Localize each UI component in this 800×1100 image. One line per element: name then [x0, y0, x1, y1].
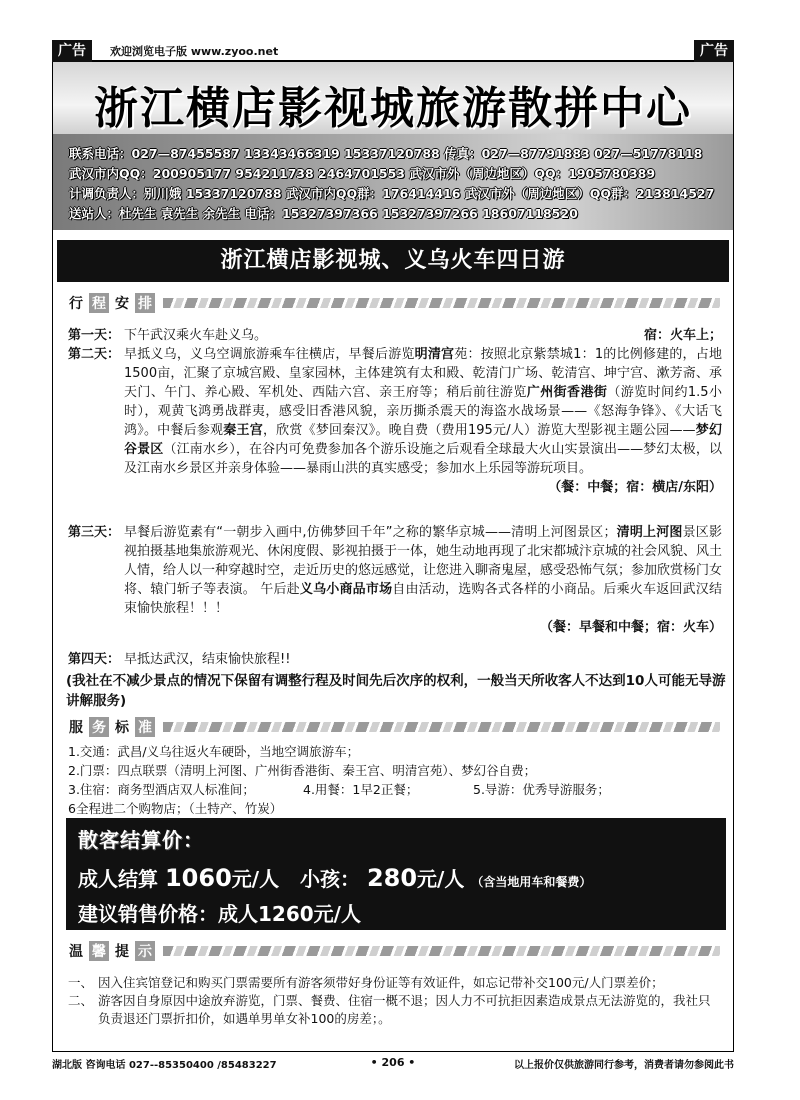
tip-text: 游客因自身原因中途放弃游览，门票、餐费、住宿一概不退；因人力不可抗拒因素造成景点无法游览的，我社只负责退还门票折扣价，如遇单男单女补100的房差；。 — [98, 993, 711, 1026]
child-price-note: （含当地用车和餐费） — [471, 875, 592, 889]
decorative-band — [163, 946, 720, 956]
highlight-place: 秦王宫 — [223, 423, 263, 438]
banner-title: 浙江横店影视城旅游散拼中心 — [94, 83, 692, 134]
day-label: 第四天： — [68, 652, 121, 667]
day-meal: （餐：早餐和中餐；宿：火车） — [539, 620, 722, 635]
day-text: （江南水乡），在谷内可免费参加各个游乐设施之后观看全球最大火山实景演出——梦幻太极，以及江南水乡景区并亲身体验——暴雨山洪的真实感受；参加水上乐园等游玩项目。 — [124, 442, 722, 476]
service-item: 1.交通：武昌/义乌往返火车硬卧，当地空调旅游车； — [68, 744, 360, 759]
footer — [52, 1056, 734, 1072]
tip-number: 二、 — [68, 993, 94, 1008]
heading-char: 提 — [115, 944, 129, 960]
contact-line: 武汉市内QQ：200905177 954211738 2464701553 武汉市外（周边地区）QQ：1905780389 — [69, 166, 656, 181]
day-text: 自由活动，选购各式各样的小商品。后乘火车返回武汉结束愉快旅程！！！ — [124, 582, 722, 616]
suggest-price-label: 建议销售价格：成人 — [78, 902, 258, 926]
service-item: 2.门票：四点联票（清明上河图、广州街香港街、秦王宫、明清宫苑）、梦幻谷自费； — [68, 763, 537, 778]
service-item-row — [68, 780, 722, 799]
adult-price-value: 1060 — [164, 864, 232, 892]
heading-char: 温 — [69, 944, 83, 960]
banner — [52, 62, 734, 134]
day-text: 早抵达武汉，结束愉快旅程!! — [124, 652, 291, 667]
day-label: 第二天： — [68, 347, 121, 362]
price-label: 散客结算价： — [78, 828, 204, 852]
decorative-band — [163, 722, 720, 732]
footer-disclaimer: 以上报价仅供旅游同行参考，消费者请勿参阅此书 — [514, 1060, 734, 1071]
site-url-text: 欢迎浏览电子版 www.zyoo.net — [110, 45, 279, 58]
heading-char: 安 — [115, 296, 129, 312]
suggest-price-unit: 元/人 — [313, 902, 361, 926]
service-heading — [66, 716, 720, 738]
child-price-label: 小孩： — [299, 867, 360, 891]
heading-char: 行 — [69, 296, 83, 312]
itinerary-heading — [66, 292, 720, 314]
day-meal: （餐：中餐；宿：横店/东阳） — [548, 480, 722, 495]
service-list — [68, 742, 722, 818]
adult-price-label: 成人结算 — [78, 867, 158, 891]
service-item: 5.导游：优秀导游服务； — [473, 782, 610, 797]
highlight-place: 广州街香港街 — [526, 385, 608, 400]
highlight-place: 清明上河图 — [616, 525, 683, 540]
tip-item — [68, 974, 722, 992]
service-item: 6全程进二个购物店；（土特产、竹炭） — [68, 801, 283, 816]
child-price-value: 280 — [366, 864, 418, 892]
day-text: 早餐后游览素有“一朝步入画中,仿佛梦回千年”之称的繁华京城——清明上河图景区； — [124, 525, 617, 540]
day-text: 苑：按照北京紫禁城1：1的比例修建的，占地1500亩，汇聚了京城宫殿、皇家园林，主体建筑有太和殿、乾清门广场、乾清宫、坤宁宫、漱芳斋、承天门、午门、养心殿、军机处、西陆六宫、亲王府等；稍后前往游览 — [124, 347, 722, 400]
child-price-unit: 元/人 — [417, 867, 465, 891]
contact-line: 联系电话：027—87455587 13343466319 15337120788 传真：027—87791883 027—51778118 — [69, 146, 703, 161]
day-text: 景区影视拍摄基地集旅游观光、休闲度假、影视拍摄于一体，她生动地再现了北宋都城汴京城的社会风貌、风土人情，给人以一种穿越时空，走近历史的悠远感觉，让您进入聊斋鬼屋，感受恐怖气氛；参加欣赏杨门女将、辕门斩子等表演。 午后赴 — [124, 525, 723, 597]
day-meal: 宿：火车上； — [643, 328, 722, 343]
heading-char: 程 — [89, 293, 109, 313]
heading-char: 馨 — [89, 941, 109, 961]
tip-text: 因入住宾馆登记和购买门票需要所有游客须带好身份证等有效证件，如忘记带补交100元/人门票差价； — [98, 975, 664, 990]
top-bar — [52, 40, 734, 62]
service-item: 3.住宿：商务型酒店双人标准间； — [68, 782, 255, 797]
day-label: 第三天： — [68, 525, 121, 540]
contact-line: 计调负责人：别川娥 15337120788 武汉市内QQ群：176414416 武汉市外（周边地区）QQ群：213814527 — [69, 186, 715, 201]
itinerary-notice: (我社在不减少景点的情况下保留有调整行程及时间先后次序的权利，一般当天所收客人不达到10人可能无导游讲解服务) — [66, 673, 726, 709]
price-box — [66, 818, 726, 930]
heading-char: 准 — [135, 717, 155, 737]
day-2 — [68, 345, 722, 497]
decorative-band — [163, 298, 720, 308]
highlight-place: 梦幻谷景区 — [124, 423, 722, 457]
tips-heading — [66, 940, 720, 962]
day-3 — [68, 523, 722, 637]
page-number: • 206 • — [370, 1056, 416, 1069]
heading-char: 服 — [69, 720, 83, 736]
tour-title: 浙江横店影视城、义乌火车四日游 — [57, 240, 729, 282]
day-text: 下午武汉乘火车赴义乌。 — [124, 328, 268, 343]
day-label: 第一天： — [68, 328, 121, 343]
ad-tag-left: 广告 — [52, 40, 92, 62]
day-4 — [68, 650, 722, 669]
adult-price-unit: 元/人 — [231, 867, 280, 891]
tip-item — [68, 992, 722, 1028]
heading-char: 排 — [135, 293, 155, 313]
footer-contact: 湖北版 咨询电话 027--85350400 /85483227 — [52, 1060, 277, 1071]
contact-block — [52, 134, 734, 230]
ad-tag-right: 广告 — [694, 40, 734, 62]
tips-list — [68, 974, 722, 1028]
tip-number: 一、 — [68, 975, 94, 990]
price-row-settlement — [78, 863, 714, 892]
contact-line: 送站人：杜先生 袁先生 余先生 电话：15327397366 15327397266 18607118520 — [69, 206, 578, 221]
service-item: 4.用餐：1早2正餐； — [303, 782, 419, 797]
day-text: （游览时间约1.5小时），观黄飞鸿勇战群夷，感受旧香港风貌，亲历撕杀震天的海盗水战场景——《怒海争锋》、《大话飞鸿》。中餐后参观 — [124, 385, 722, 438]
heading-char: 示 — [135, 941, 155, 961]
suggest-price-value: 1260 — [258, 902, 314, 926]
day-text: 早抵义乌，义乌空调旅游乘车往横店，早餐后游览 — [124, 347, 415, 362]
heading-char: 务 — [89, 717, 109, 737]
highlight-place: 明清宫 — [414, 347, 455, 362]
day-1 — [68, 326, 722, 345]
highlight-place: 义乌小商品市场 — [299, 582, 393, 597]
price-row-suggested — [78, 898, 714, 927]
day-text: ，欣赏《梦回秦汉》。晚自费（费用195元/人）游览大型影视主题公园—— — [262, 423, 696, 438]
heading-char: 标 — [115, 720, 129, 736]
